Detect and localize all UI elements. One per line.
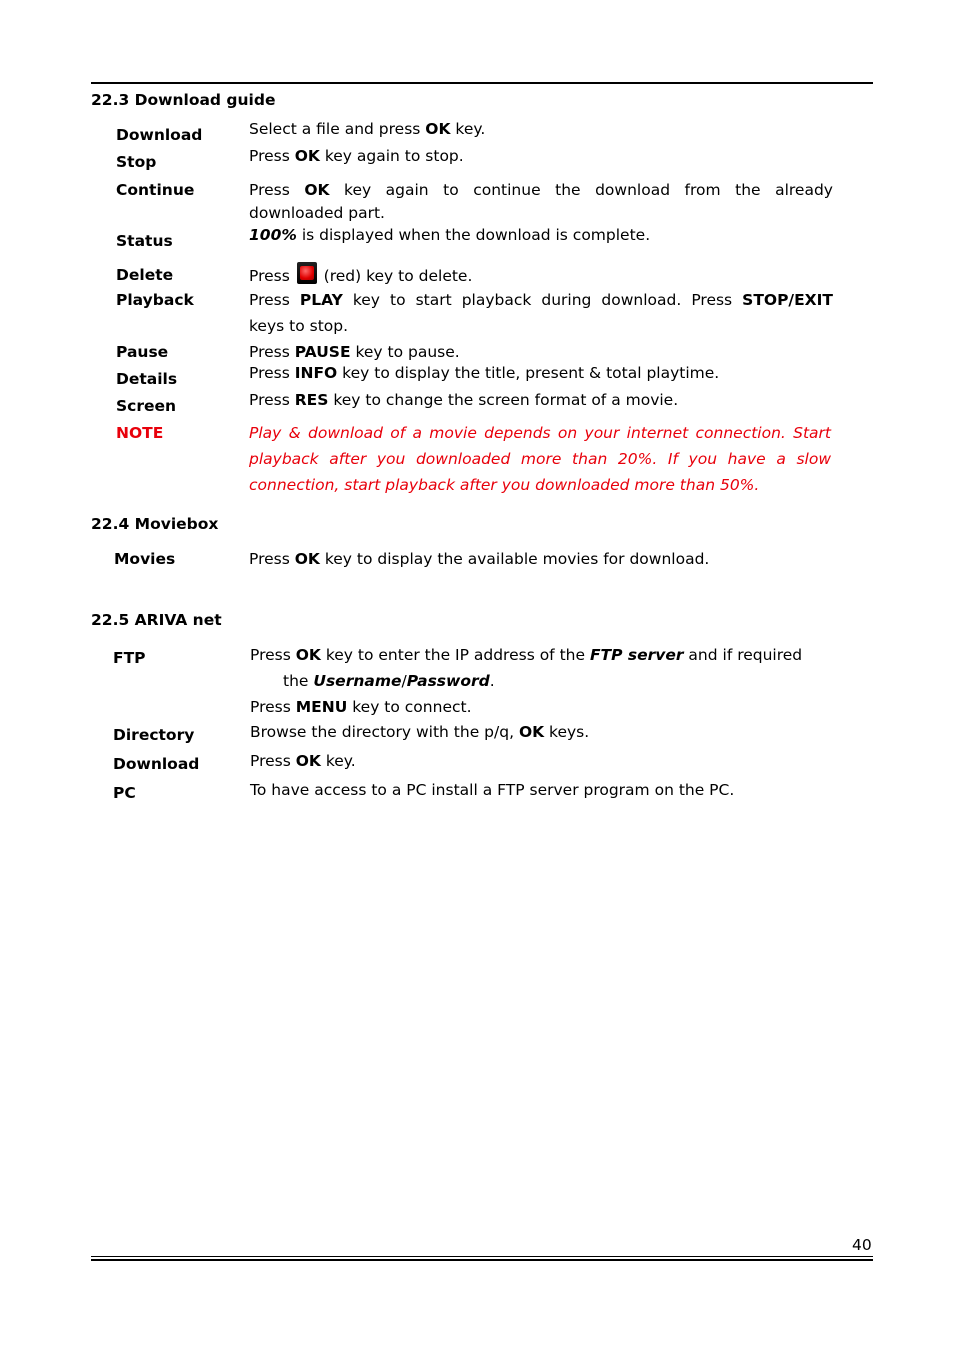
- term-stop: Stop: [116, 153, 157, 171]
- header-rule: [91, 82, 873, 84]
- desc-screen: Press RES key to change the screen format of a movie.: [249, 391, 679, 409]
- desc-download: Select a file and press OK key.: [249, 120, 486, 138]
- desc-download-ftp: Press OK key.: [250, 752, 356, 770]
- desc-pause: Press PAUSE key to pause.: [249, 343, 460, 361]
- section-heading-download-guide: 22.3 Download guide: [91, 91, 276, 109]
- term-ftp: FTP: [113, 649, 146, 667]
- desc-playback: Press PLAY key to start playback during download. Press STOP/EXIT keys to stop.: [249, 291, 833, 335]
- term-download: Download: [116, 126, 203, 144]
- page-number: 40: [852, 1236, 872, 1254]
- desc-pc: To have access to a PC install a FTP server program on the PC.: [250, 781, 735, 799]
- desc-details: Press INFO key to display the title, present & total playtime.: [249, 364, 720, 382]
- note-text: Play & download of a movie depends on your internet connection. Start playback after you downloaded more than 20%. If you have a slow connection, start playback after you downloaded more than 50%.: [249, 424, 831, 494]
- term-movies: Movies: [114, 550, 176, 568]
- term-pause: Pause: [116, 343, 169, 361]
- term-note: NOTE: [116, 424, 164, 442]
- desc-ftp: Press OK key to enter the IP address of the FTP server and if required the Username/Password. Press MENU key to connect.: [250, 646, 803, 716]
- term-download-ftp: Download: [113, 755, 200, 773]
- term-delete: Delete: [116, 266, 174, 284]
- term-screen: Screen: [116, 397, 177, 415]
- desc-delete: Press (red) key to delete.: [249, 262, 472, 289]
- red-key-icon: [297, 262, 317, 284]
- desc-stop: Press OK key again to stop.: [249, 147, 464, 165]
- desc-continue: Press OK key again to continue the download from the already downloaded part.: [249, 181, 833, 222]
- desc-status: 100% is displayed when the download is complete.: [249, 226, 651, 244]
- term-pc: PC: [113, 784, 136, 802]
- section-heading-ariva-net: 22.5 ARIVA net: [91, 611, 222, 629]
- footer-rule-double: [91, 1259, 873, 1261]
- term-directory: Directory: [113, 726, 195, 744]
- term-playback: Playback: [116, 291, 194, 309]
- term-details: Details: [116, 370, 178, 388]
- section-heading-moviebox: 22.4 Moviebox: [91, 515, 219, 533]
- desc-movies: Press OK key to display the available movies for download.: [249, 550, 710, 568]
- term-status: Status: [116, 232, 173, 250]
- desc-directory: Browse the directory with the p/q, OK keys.: [250, 723, 590, 741]
- term-continue: Continue: [116, 181, 195, 199]
- footer-rule: [91, 1256, 873, 1257]
